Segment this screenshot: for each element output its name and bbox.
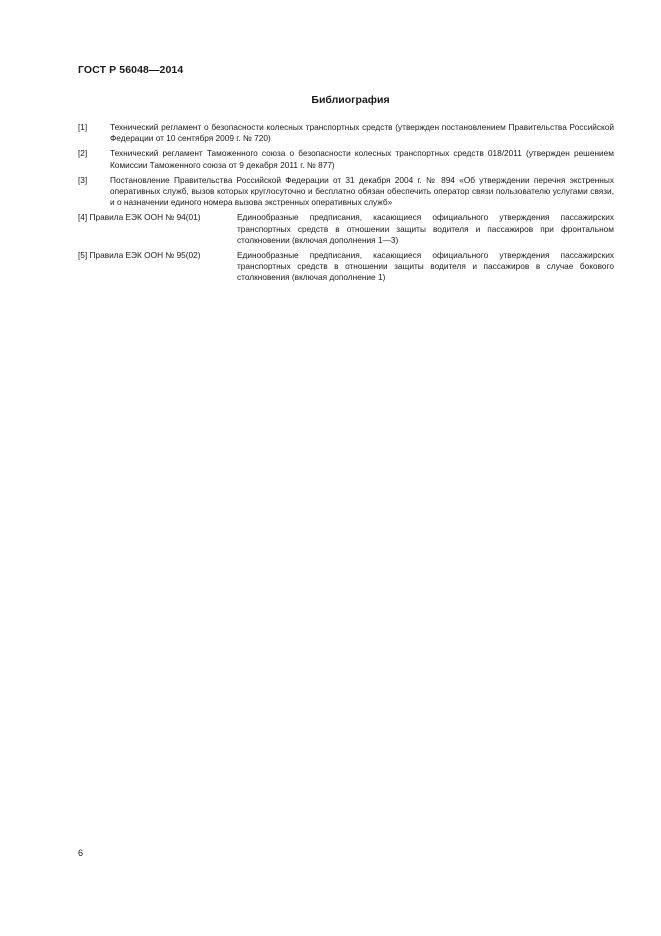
bibliography-ref-5: [5] Правила ЕЭК ООН № 95(02) — [78, 250, 201, 261]
bibliography-ref-4: [4] Правила ЕЭК ООН № 94(01) — [78, 212, 201, 223]
bibliography-entry-5 — [78, 250, 614, 284]
bibliography-title: Библиография — [311, 94, 390, 106]
bibliography-list — [78, 122, 614, 288]
bibliography-text-4: Единообразные предписания, касающиеся официального утверждения пассажирских транспортных средств в отношении защиты водителя и пассажиров при фронтальном столкновении (включая дополнения 1—3) — [237, 212, 614, 245]
page-number: 6 — [78, 848, 84, 858]
bibliography-ref-2: [2] — [78, 148, 88, 159]
bibliography-text-1: Технический регламент о безопасности колесных транспортных средств (утвержден постановлением Правительства Российской Федерации от 10 сентября 2009 г. № 720) — [110, 122, 614, 144]
bibliography-entry-2 — [78, 148, 614, 170]
bibliography-text-5: Единообразные предписания, касающиеся официального утверждения пассажирских транспортных средств в отношении защиты водителя и пассажиров в случае бокового столкновения (включая дополнение 1) — [237, 250, 614, 283]
bibliography-ref-1: [1] — [78, 122, 88, 132]
bibliography-text-3: Постановление Правительства Российской Федерации от 31 декабря 2004 г. № 894 «Об утверждении перечня экстренных оперативных служб, вызов которых круглосуточно и бесплатно обязан обеспечить оператор связи пользователю услугами связи, и о назначении единого номера вызова экстренных оперативных служб» — [110, 174, 614, 208]
bibliography-entry-3 — [78, 175, 614, 209]
bibliography-text-2: Технический регламент Таможенного союза о безопасности колесных транспортных средств 018/2011 (утвержден решением Комиссии Таможенного союза от 9 декабря 2011 г. № 877) — [110, 148, 614, 170]
bibliography-entry-1 — [78, 122, 614, 144]
standard-code-header: ГОСТ Р 56048—2014 — [78, 64, 184, 76]
bibliography-ref-3: [3] — [78, 174, 88, 185]
bibliography-entry-4 — [78, 212, 614, 246]
